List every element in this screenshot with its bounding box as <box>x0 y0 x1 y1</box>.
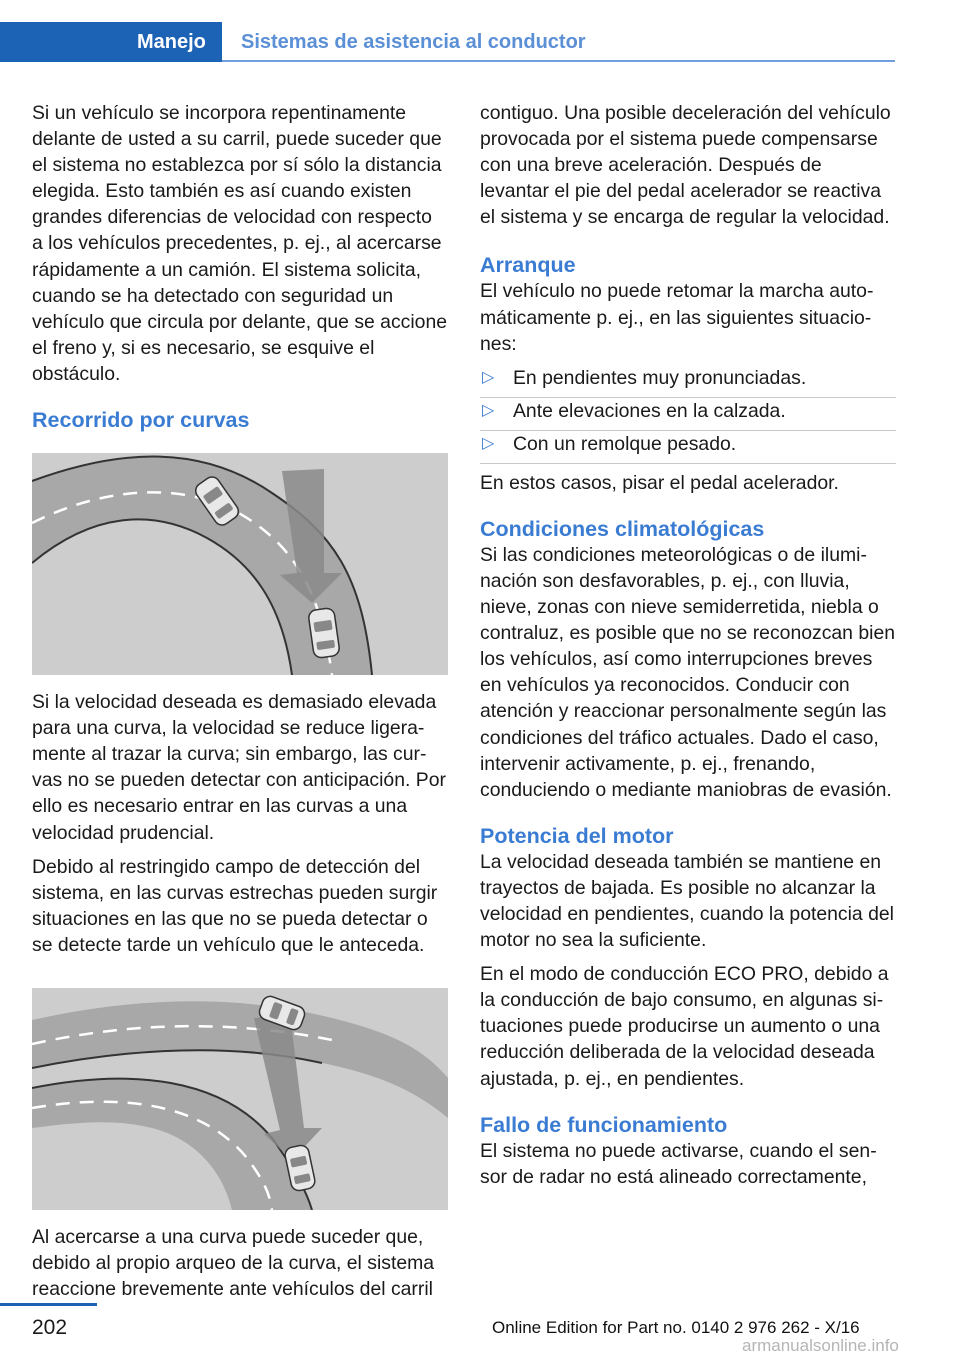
watermark: armanualsonline.info <box>742 1336 899 1355</box>
paragraph: En el modo de conducción ECO PRO, debido a la conducción de bajo consumo, en algunas situaciones puede producirse un aumento o una reducción deliberada de la velocidad deseada ajustada, p. ej., en pendientes. <box>480 963 889 1090</box>
paragraph: El vehículo no puede retomar la marcha automáticamente p. ej., en las siguientes situaciones: <box>480 280 874 355</box>
list-item: ▷ Ante elevaciones en la calzada. <box>480 398 896 431</box>
page-number: 202 <box>32 1316 68 1339</box>
list-item: ▷ Con un remolque pesado. <box>480 431 896 464</box>
curve-illustration-2 <box>32 988 448 1210</box>
paragraph: En estos casos, pisar el pedal acelerador. <box>480 471 839 494</box>
paragraph: Si las condiciones meteorológicas o de iluminación son desfavorables, p. ej., con lluvia, nieve, zonas con nieve semiderretida, niebla o contraluz, es posible que no se reconozcan bien los vehículos, así como interrupciones breves en vehículos ya reconocidos. Conducir con atención y reaccionar personalmente según las condiciones del tráfico actuales. Dado el caso, intervenir activamente, p. ej., frenando, conduciendo o mediante maniobras de evasión. <box>480 543 896 801</box>
curve-illustration-1 <box>32 453 448 675</box>
footer-rule <box>0 1303 97 1306</box>
paragraph: Si la velocidad deseada es demasiado elevada para una curva, la velocidad se reduce ligeramente al trazar la curva; sin embargo, las curvas no se pueden detectar con anticipación. Por ello es necesario entrar en las curvas a una velocidad prudencial. <box>32 691 446 844</box>
paragraph: Debido al restringido campo de detección del sistema, en las curvas estrechas pueden surgir situaciones en las que no se pueda detectar o se detecte tarde un vehículo que le anteceda. <box>32 855 438 956</box>
bullet-list <box>480 365 896 464</box>
section-title: Sistemas de asistencia al conductor <box>241 31 586 53</box>
paragraph: Si un vehículo se incorpora repentinamente delante de usted a su carril, puede suceder que el sistema no establezca por sí sólo la distancia elegida. Esto también es así cuando existen grandes diferencias de velocidad con respecto a los vehículos precedentes, p. ej., al acercarse rápidamente a un camión. El sistema solicita, cuando se ha detectado con seguridad un vehículo que circula por delante, que se accione el freno y, si es necesario, se esquive el obstáculo. <box>32 102 448 385</box>
heading-recorrido-por-curvas: Recorrido por curvas <box>32 408 250 433</box>
paragraph: La velocidad deseada también se mantiene en trayectos de bajada. Es posible no alcanzar la velocidad en pendientes, cuando la potencia del motor no sea la suficiente. <box>480 850 894 952</box>
edition-note: Online Edition for Part no. 0140 2 976 262 - X/16 <box>492 1318 860 1337</box>
paragraph: El sistema no puede activarse, cuando el sensor de radar no está alineado correctamente, <box>480 1139 877 1188</box>
left-column <box>32 100 448 1310</box>
heading-arranque: Arranque <box>480 253 576 278</box>
triangle-bullet-icon: ▷ <box>482 434 495 452</box>
list-item: ▷ En pendientes muy pronunciadas. <box>480 365 896 398</box>
heading-condiciones-climatologicas: Condiciones climatológicas <box>480 516 765 541</box>
paragraph: Al acercarse a una curva puede suceder que, debido al propio arqueo de la curva, el sistema reaccione brevemente ante vehículos del carril <box>32 1225 435 1301</box>
page-header <box>0 0 960 62</box>
heading-fallo-de-funcionamiento: Fallo de funcionamiento <box>480 1112 728 1137</box>
heading-potencia-del-motor: Potencia del motor <box>480 823 674 848</box>
paragraph: contiguo. Una posible deceleración del vehículo provocada por el sistema puede compensarse con una breve aceleración. Después de levantar el pie del pedal acelerador se reactiva el sistema y se encarga de regular la velocidad. <box>480 102 891 229</box>
right-column <box>480 100 896 1198</box>
chapter-tab: Manejo <box>0 22 222 62</box>
triangle-bullet-icon: ▷ <box>482 368 495 386</box>
triangle-bullet-icon: ▷ <box>482 401 495 419</box>
header-rule <box>222 60 895 62</box>
